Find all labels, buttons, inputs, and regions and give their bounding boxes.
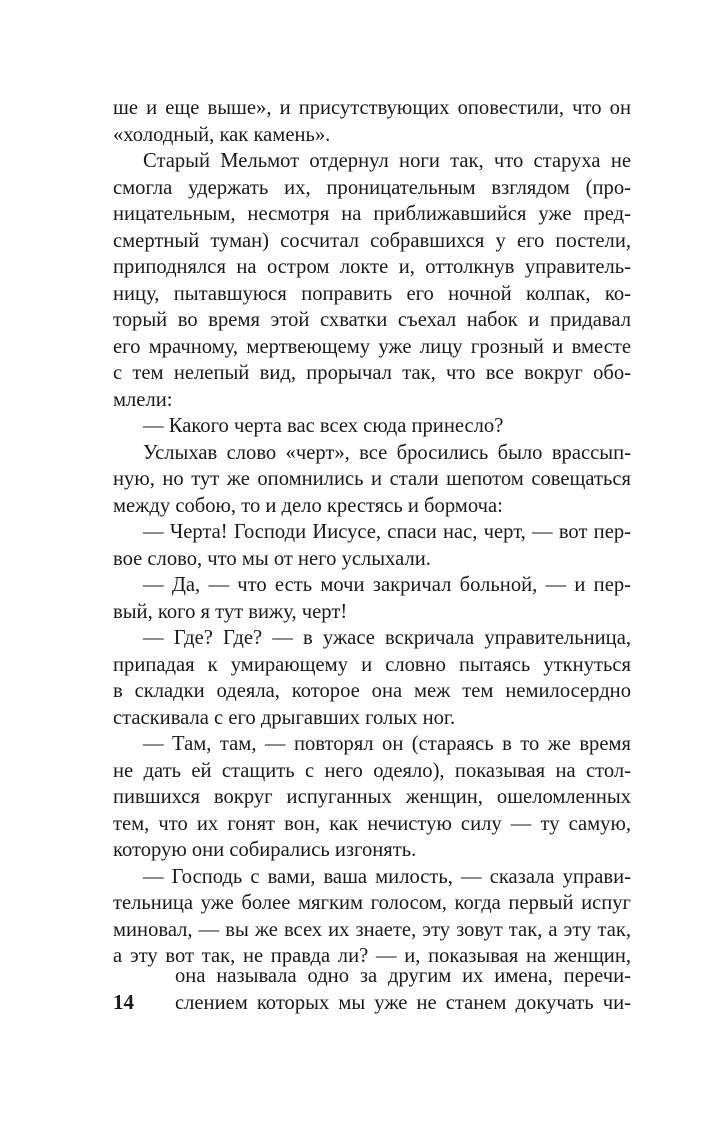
text-line: ницательным, несмотря на приближавшийся уже пред- (113, 203, 631, 225)
text-line: она называла одно за другим их имена, перечи- (175, 965, 631, 987)
text-line: тем, что их гонят вон, как нечистую силу — ту самую, (113, 812, 631, 835)
text-line: тельница уже более мягким голосом, когда первый испуг (113, 892, 631, 914)
text-line: между собою, то и дело крестясь и бормоча: (113, 494, 503, 517)
text-line: вый, кого я тут вижу, черт! (113, 600, 348, 623)
text-line: не дать ей стащить с него одеяло), показывая на стол- (113, 759, 631, 782)
text-line: Услыхав слово «черт», все бросились было врассып- (143, 441, 631, 464)
page-number: 14 (113, 990, 134, 1014)
text-line: припадая к умирающему и словно пытаясь уткнуться (113, 653, 631, 676)
text-line: Старый Мельмот отдернул ноги так, что старуха не (143, 150, 631, 172)
text-line: приподнялся на остром локте и, оттолкнув управитель- (113, 256, 631, 278)
text-line: — Где? Где? — в ужасе вскричала управительница, (143, 627, 631, 649)
text-line: стаскивала с его дрыгавших голых ног. (113, 706, 456, 729)
text-line: его мрачному, мертвеющему уже лицу грозный и вместе (113, 335, 631, 358)
text-line: с тем нелепый вид, прорычал так, что все вокруг обо- (113, 362, 631, 384)
text-line: торый во время этой схватки съехал набок и придавал (113, 309, 631, 331)
text-line: — Там, там, — повторял он (стараясь в то же время (143, 733, 631, 755)
text-line: слением которых мы уже не станем докучать чи- (175, 991, 631, 1014)
text-line: в складки одеяла, которое она меж тем немилосердно (113, 680, 631, 702)
text-line: — Черта! Господи Иисусе, спаси нас, черт, — вот пер- (143, 521, 631, 543)
text-line: смогла удержать их, проницательным взглядом (про- (113, 176, 631, 199)
text-line: — Да, — что есть мочи закричал больной, — и пер- (143, 574, 631, 596)
body-text (113, 95, 631, 970)
text-line: миновал, — вы же всех их знаете, эту зовут так, а эту так, (113, 918, 631, 941)
text-line: — Какого черта вас всех сюда принесло? (143, 415, 504, 437)
text-line: а эту вот так, не правда ли? — и, показывая на женщин, (113, 945, 631, 967)
text-line: «холодный, как камень». (113, 123, 331, 146)
text-line: — Господь с вами, ваша милость, — сказала управи- (143, 865, 631, 888)
text-line: ше и еще выше», и присутствующих оповестили, что он (113, 97, 631, 119)
text-line: ную, но тут же опомнились и стали шепотом совещаться (113, 468, 631, 490)
text-line: смертный туман) сосчитал собравшихся у его постели, (113, 229, 631, 252)
body-text-tail (175, 963, 631, 1016)
text-line: млели: (113, 388, 173, 411)
text-line: ницу, пытавшуюся поправить его ночной колпак, ко- (113, 282, 631, 305)
text-line: пившихся вокруг испуганных женщин, ошеломленных (113, 786, 631, 808)
text-line: которую они собирались изгонять. (113, 839, 417, 861)
text-line: вое слово, что мы от него услыхали. (113, 547, 431, 570)
